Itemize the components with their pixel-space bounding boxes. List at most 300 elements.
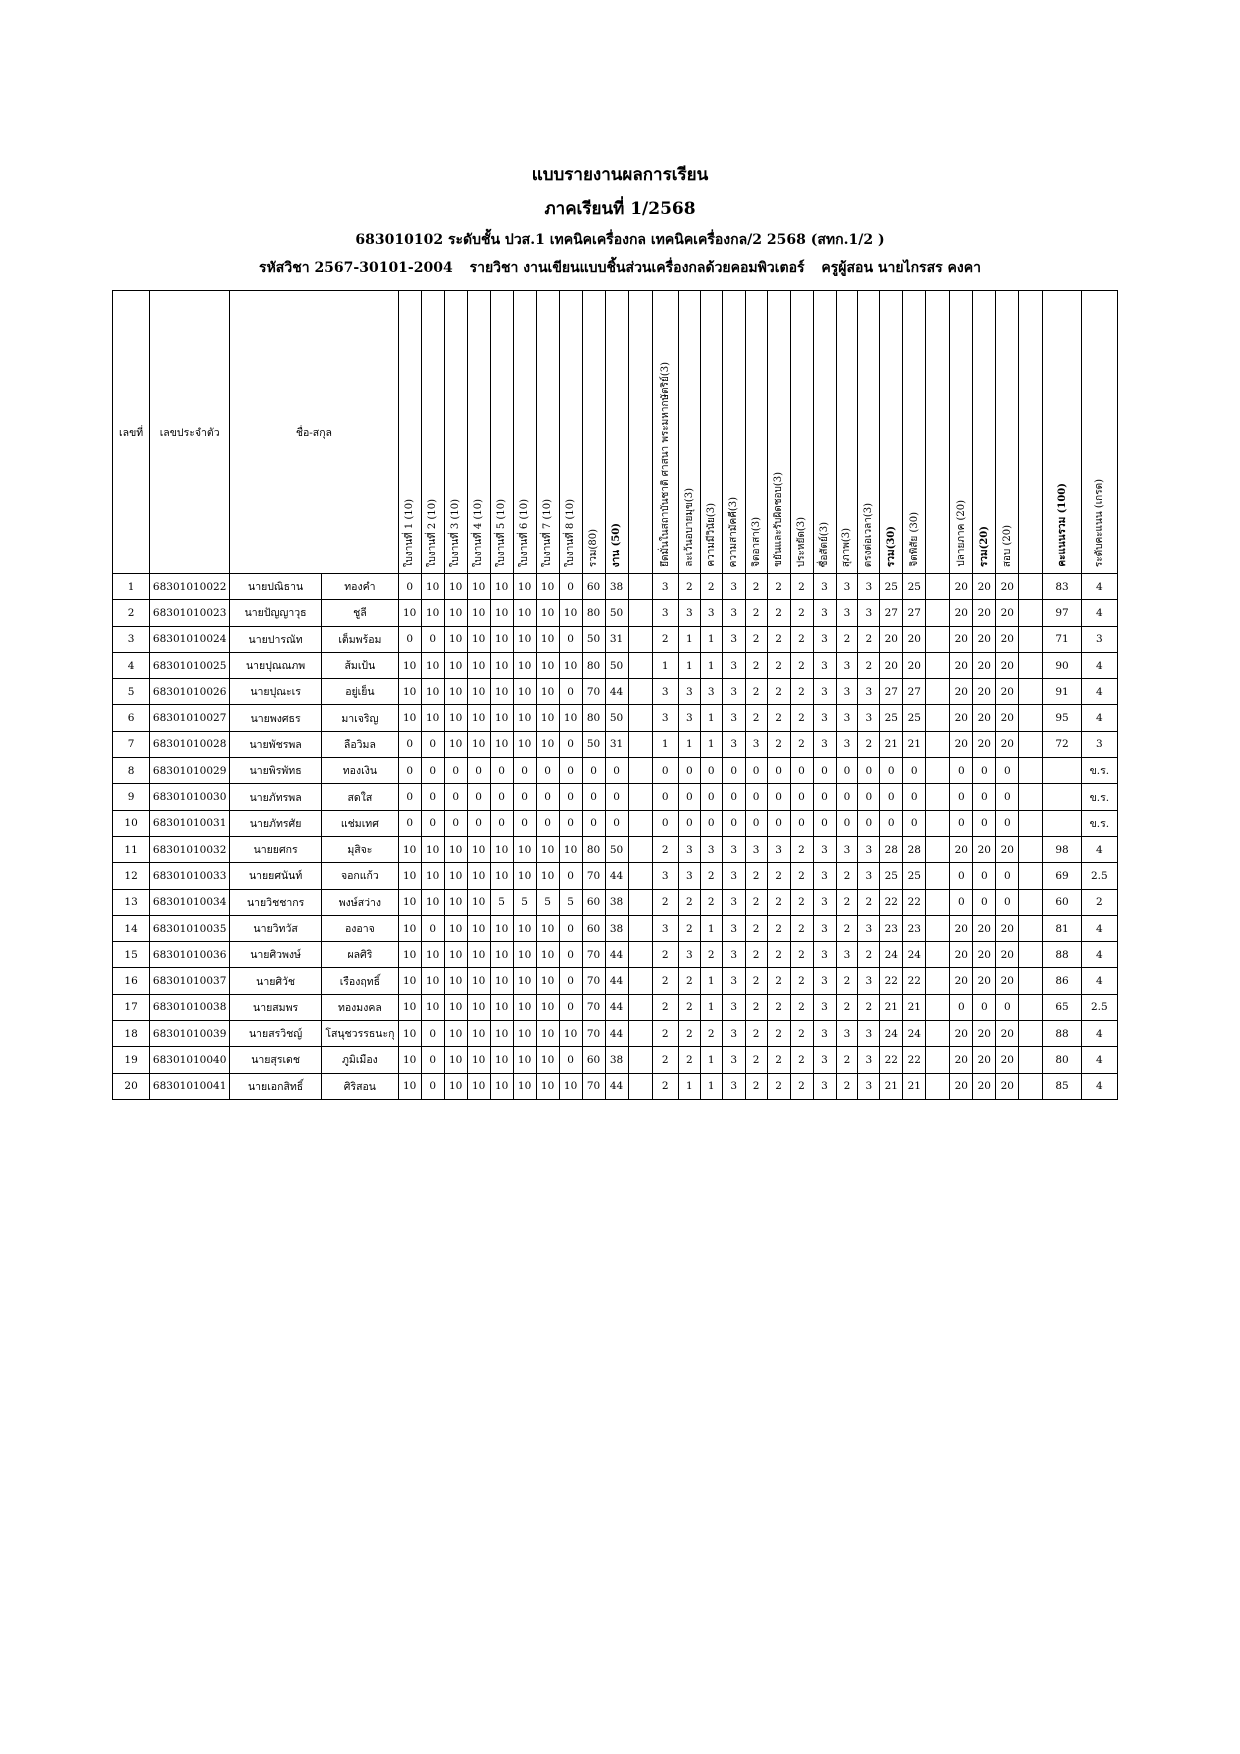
table-row	[113, 994, 1118, 1020]
score-cell: 10	[398, 1021, 421, 1047]
header-score-col-25	[950, 291, 973, 574]
score-cell: 20	[880, 626, 903, 652]
header-score-col-16	[745, 291, 767, 574]
score-cell: 2	[678, 968, 700, 994]
score-cell: 10	[467, 994, 490, 1020]
table-row	[113, 1021, 1118, 1047]
score-cell: 2	[858, 731, 880, 757]
score-cell: 0	[421, 1021, 444, 1047]
score-cell: 10	[559, 705, 582, 731]
score-cell: 0	[467, 784, 490, 810]
score-cell: 10	[559, 1073, 582, 1099]
score-cell	[1019, 968, 1043, 994]
score-cell: 10	[467, 679, 490, 705]
score-cell: 10	[421, 994, 444, 1020]
score-cell: 60	[582, 889, 605, 915]
score-cell: 0	[950, 784, 973, 810]
score-cell	[628, 784, 652, 810]
header-score-col-3	[444, 291, 467, 574]
score-cell: 10	[490, 915, 513, 941]
score-cell: 3	[722, 731, 745, 757]
student-id: 68301010023	[150, 600, 230, 626]
header-score-col-13	[678, 291, 700, 574]
score-cell: 0	[700, 758, 722, 784]
header-score-label: ใบงานที่ 8 (10)	[565, 498, 577, 567]
score-cell: 3	[678, 679, 700, 705]
score-cell: 27	[903, 679, 926, 705]
score-cell: 10	[513, 968, 536, 994]
score-cell: 10	[421, 863, 444, 889]
score-cell: 1	[678, 652, 700, 678]
header-score-label: ขยันและรับผิดชอบ(3)	[773, 472, 785, 567]
header-score-col-21	[858, 291, 880, 574]
score-cell: 10	[398, 1047, 421, 1073]
score-cell: 3	[722, 626, 745, 652]
score-cell: 98	[1043, 836, 1081, 862]
header-score-label: ระดับคะแนน (เกรด)	[1093, 478, 1105, 567]
score-cell: 0	[582, 784, 605, 810]
score-cell	[628, 1073, 652, 1099]
score-cell: 3	[722, 994, 745, 1020]
score-cell: 2	[652, 968, 678, 994]
score-cell: 10	[398, 836, 421, 862]
score-cell: 10	[444, 863, 467, 889]
report-title: แบบรายงานผลการเรียน	[531, 165, 709, 185]
header-student-id: เลขประจำตัว	[150, 291, 230, 574]
score-cell: 10	[490, 705, 513, 731]
score-cell: 10	[467, 1021, 490, 1047]
score-cell: 10	[421, 600, 444, 626]
score-cell: 0	[700, 784, 722, 810]
score-cell: 10	[444, 1021, 467, 1047]
student-last-name: องอาจ	[322, 915, 399, 941]
score-cell: 95	[1043, 705, 1081, 731]
score-cell: 2	[745, 889, 767, 915]
score-cell	[1019, 863, 1043, 889]
header-score-label: รวม(20)	[978, 526, 990, 567]
score-cell: 0	[700, 810, 722, 836]
score-cell: 0	[490, 758, 513, 784]
score-cell: 2	[700, 889, 722, 915]
score-cell: 50	[582, 731, 605, 757]
score-cell: 0	[490, 810, 513, 836]
score-cell: 0	[513, 758, 536, 784]
score-cell: 3	[722, 1073, 745, 1099]
score-cell: 10	[513, 574, 536, 600]
score-cell: 3	[722, 915, 745, 941]
student-last-name: เรืองฤทธิ์	[322, 968, 399, 994]
course-name: รายวิชา งานเขียนแบบชิ้นส่วนเครื่องกลด้วยคอมพิวเตอร์	[469, 260, 805, 276]
header-score-col-28	[1019, 291, 1043, 574]
score-cell: 1	[700, 731, 722, 757]
score-cell: 23	[903, 915, 926, 941]
score-cell	[926, 1047, 950, 1073]
student-id: 68301010028	[150, 731, 230, 757]
score-cell: 0	[605, 784, 628, 810]
score-cell: 10	[536, 968, 559, 994]
score-cell: 4	[1081, 1021, 1117, 1047]
score-cell: 10	[513, 994, 536, 1020]
score-cell: 2	[767, 1047, 790, 1073]
row-number: 16	[113, 968, 150, 994]
score-cell: 2	[678, 574, 700, 600]
score-cell: 10	[467, 889, 490, 915]
header-no: เลขที่	[113, 291, 150, 574]
score-cell: 3	[813, 652, 836, 678]
score-cell: 0	[950, 810, 973, 836]
score-cell: 4	[1081, 574, 1117, 600]
score-cell: 0	[903, 784, 926, 810]
score-cell	[926, 994, 950, 1020]
score-cell: 2	[767, 679, 790, 705]
score-cell: 10	[490, 652, 513, 678]
score-cell: 2	[790, 731, 813, 757]
table-row	[113, 810, 1118, 836]
score-cell: 2	[790, 574, 813, 600]
header-score-col-22	[880, 291, 903, 574]
row-number: 3	[113, 626, 150, 652]
score-cell: 3	[722, 889, 745, 915]
score-cell	[1019, 758, 1043, 784]
score-cell: 10	[444, 705, 467, 731]
student-last-name: แช่มเทศ	[322, 810, 399, 836]
table-row	[113, 731, 1118, 757]
score-cell: 2	[745, 1021, 767, 1047]
score-cell	[628, 810, 652, 836]
score-cell: 3	[813, 626, 836, 652]
score-cell: 10	[536, 574, 559, 600]
student-first-name: นายปารณัท	[230, 626, 322, 652]
score-cell: 20	[973, 652, 996, 678]
score-cell: 10	[444, 679, 467, 705]
score-cell: 10	[467, 1047, 490, 1073]
score-cell: 10	[490, 600, 513, 626]
score-cell: 10	[513, 679, 536, 705]
score-cell: 10	[536, 731, 559, 757]
score-cell: 44	[605, 968, 628, 994]
score-cell: 2	[745, 1047, 767, 1073]
student-last-name: ส้มเป้น	[322, 652, 399, 678]
score-cell: 2	[858, 652, 880, 678]
score-cell: 3	[678, 836, 700, 862]
student-last-name: มาเจริญ	[322, 705, 399, 731]
score-cell: 10	[513, 942, 536, 968]
score-cell: 3	[652, 600, 678, 626]
score-cell: 21	[880, 731, 903, 757]
header-score-label: ปลายภาค (20)	[955, 500, 967, 567]
table-row	[113, 968, 1118, 994]
score-cell: 20	[973, 968, 996, 994]
score-cell: 3	[836, 731, 858, 757]
score-cell: 10	[421, 942, 444, 968]
score-cell: 10	[536, 600, 559, 626]
score-cell: 1	[678, 1073, 700, 1099]
score-cell: 60	[582, 915, 605, 941]
student-last-name: อยู่เย็น	[322, 679, 399, 705]
score-cell: 10	[398, 1073, 421, 1099]
score-cell: 65	[1043, 994, 1081, 1020]
score-cell: 10	[467, 1073, 490, 1099]
student-id: 68301010035	[150, 915, 230, 941]
score-cell	[628, 915, 652, 941]
score-cell: 0	[813, 758, 836, 784]
score-cell: 2	[790, 1021, 813, 1047]
student-first-name: นายพัชรพล	[230, 731, 322, 757]
score-cell: 1	[700, 705, 722, 731]
score-cell: 27	[880, 600, 903, 626]
student-first-name: นายสมพร	[230, 994, 322, 1020]
score-cell: 0	[996, 863, 1019, 889]
score-cell	[926, 679, 950, 705]
score-cell: 3	[722, 836, 745, 862]
score-cell: 10	[467, 705, 490, 731]
score-cell: 2	[1081, 889, 1117, 915]
header-score-col-10	[605, 291, 628, 574]
score-cell: 10	[490, 994, 513, 1020]
header-score-label: รวม(30)	[885, 526, 897, 567]
score-cell: 5	[536, 889, 559, 915]
teacher-name: ครูผู้สอน นายไกรสร คงคา	[821, 260, 981, 276]
score-cell: 25	[903, 574, 926, 600]
score-cell: 20	[950, 574, 973, 600]
score-cell: 3	[813, 574, 836, 600]
score-cell: 25	[880, 705, 903, 731]
score-cell: 10	[444, 1047, 467, 1073]
score-cell: 20	[996, 574, 1019, 600]
score-cell: 0	[559, 784, 582, 810]
score-cell	[628, 968, 652, 994]
score-cell: 10	[536, 652, 559, 678]
score-cell: 20	[973, 942, 996, 968]
score-cell: 0	[536, 810, 559, 836]
score-cell: 3	[652, 705, 678, 731]
score-cell	[628, 863, 652, 889]
score-cell: 0	[722, 784, 745, 810]
student-last-name: สดใส	[322, 784, 399, 810]
score-cell	[926, 1021, 950, 1047]
header-score-col-14	[700, 291, 722, 574]
header-score-col-29	[1043, 291, 1081, 574]
score-cell: 20	[973, 679, 996, 705]
score-cell: 20	[996, 626, 1019, 652]
score-cell	[628, 942, 652, 968]
score-cell: 20	[996, 836, 1019, 862]
score-cell: 0	[398, 731, 421, 757]
score-cell	[1043, 810, 1081, 836]
student-last-name: ทองมงคล	[322, 994, 399, 1020]
score-cell: 88	[1043, 1021, 1081, 1047]
score-cell: 2	[836, 994, 858, 1020]
score-cell: 0	[996, 810, 1019, 836]
score-cell: 10	[444, 836, 467, 862]
score-cell: 5	[559, 889, 582, 915]
score-cell: 38	[605, 1047, 628, 1073]
score-cell: 10	[490, 679, 513, 705]
score-cell: 60	[582, 1047, 605, 1073]
score-cell: 3	[858, 863, 880, 889]
table-row	[113, 679, 1118, 705]
score-cell: 91	[1043, 679, 1081, 705]
score-cell: 0	[973, 863, 996, 889]
row-number: 17	[113, 994, 150, 1020]
score-cell: 2	[767, 863, 790, 889]
header-score-label: ใบงานที่ 3 (10)	[450, 498, 462, 567]
score-cell: 10	[398, 652, 421, 678]
score-cell: 70	[582, 942, 605, 968]
score-cell	[628, 1047, 652, 1073]
score-cell: 0	[973, 784, 996, 810]
student-id: 68301010032	[150, 836, 230, 862]
header-score-label: ใบงานที่ 6 (10)	[519, 498, 531, 567]
score-cell: 0	[950, 994, 973, 1020]
score-cell: 2	[836, 1047, 858, 1073]
student-id: 68301010040	[150, 1047, 230, 1073]
score-cell: 3	[813, 600, 836, 626]
score-cell: 3	[652, 679, 678, 705]
header-score-label: ใบงานที่ 1 (10)	[404, 498, 416, 567]
score-cell: 10	[421, 836, 444, 862]
row-number: 19	[113, 1047, 150, 1073]
score-cell: 10	[536, 679, 559, 705]
row-number: 9	[113, 784, 150, 810]
score-cell: 27	[903, 600, 926, 626]
score-cell: 2	[652, 889, 678, 915]
course-code: รหัสวิชา 2567-30101-2004	[259, 260, 453, 276]
score-cell: 1	[700, 994, 722, 1020]
score-cell: 20	[973, 1021, 996, 1047]
score-cell: 2	[790, 994, 813, 1020]
student-id: 68301010034	[150, 889, 230, 915]
score-cell: 21	[903, 731, 926, 757]
student-last-name: เต็มพร้อม	[322, 626, 399, 652]
score-cell: 2	[790, 1073, 813, 1099]
score-cell: 0	[421, 626, 444, 652]
score-cell: 71	[1043, 626, 1081, 652]
table-row	[113, 652, 1118, 678]
score-cell: 3	[813, 679, 836, 705]
score-cell: 0	[559, 968, 582, 994]
header-score-label: ตรงต่อเวลา(3)	[863, 502, 875, 567]
score-cell: 3	[722, 574, 745, 600]
score-cell: 10	[513, 731, 536, 757]
score-cell: 3	[722, 652, 745, 678]
score-cell: 3	[722, 863, 745, 889]
score-cell: 2	[790, 968, 813, 994]
score-cell: 31	[605, 626, 628, 652]
score-cell	[1019, 600, 1043, 626]
score-cell: 0	[559, 679, 582, 705]
student-id: 68301010029	[150, 758, 230, 784]
score-cell: 10	[467, 836, 490, 862]
score-cell: 10	[398, 915, 421, 941]
score-cell: 2	[652, 1021, 678, 1047]
header-score-col-18	[790, 291, 813, 574]
score-cell: 3	[813, 1021, 836, 1047]
student-id: 68301010024	[150, 626, 230, 652]
score-cell: 3	[813, 1073, 836, 1099]
score-cell	[1043, 784, 1081, 810]
score-cell: 50	[605, 705, 628, 731]
score-cell: ข.ร.	[1081, 784, 1117, 810]
student-id: 68301010026	[150, 679, 230, 705]
score-cell: 1	[678, 626, 700, 652]
grade-table	[112, 290, 1118, 1100]
score-cell: 0	[444, 810, 467, 836]
score-cell: 22	[903, 968, 926, 994]
score-cell: 70	[582, 968, 605, 994]
score-cell: 28	[880, 836, 903, 862]
student-first-name: นายภัทรพล	[230, 784, 322, 810]
score-cell: 0	[722, 810, 745, 836]
score-cell: 50	[605, 836, 628, 862]
score-cell: 3	[836, 679, 858, 705]
score-cell: 10	[513, 626, 536, 652]
student-first-name: นายภัทรศัย	[230, 810, 322, 836]
score-cell: 10	[490, 731, 513, 757]
score-cell: 0	[767, 784, 790, 810]
score-cell: 10	[513, 600, 536, 626]
student-id: 68301010041	[150, 1073, 230, 1099]
score-cell: 0	[880, 758, 903, 784]
score-cell: 2.5	[1081, 994, 1117, 1020]
score-cell: 10	[559, 652, 582, 678]
report-header	[0, 158, 1240, 282]
score-cell: 2	[767, 915, 790, 941]
score-cell	[926, 1073, 950, 1099]
score-cell: 10	[467, 574, 490, 600]
score-cell: 2	[745, 1073, 767, 1099]
header-score-label: ประหยัด(3)	[796, 516, 808, 567]
score-cell	[926, 836, 950, 862]
row-number: 15	[113, 942, 150, 968]
student-first-name: นายวิชชากร	[230, 889, 322, 915]
score-cell: 10	[559, 600, 582, 626]
score-cell: 3	[813, 1047, 836, 1073]
student-first-name: นายปุณะเร	[230, 679, 322, 705]
score-cell: 2	[745, 863, 767, 889]
score-cell: 25	[903, 863, 926, 889]
header-score-col-7	[536, 291, 559, 574]
score-cell: 2	[652, 836, 678, 862]
score-cell: 0	[421, 915, 444, 941]
score-cell: 10	[536, 863, 559, 889]
score-cell: 10	[513, 652, 536, 678]
score-cell: 2	[745, 705, 767, 731]
score-cell: 10	[490, 1073, 513, 1099]
score-cell: 50	[605, 600, 628, 626]
score-cell: 0	[444, 758, 467, 784]
score-cell: 27	[880, 679, 903, 705]
score-cell: 25	[903, 705, 926, 731]
table-body	[113, 574, 1118, 1100]
student-first-name: นายศิวัช	[230, 968, 322, 994]
score-cell: 10	[513, 705, 536, 731]
header-score-col-20	[836, 291, 858, 574]
score-cell: 0	[536, 758, 559, 784]
score-cell: 3	[813, 968, 836, 994]
score-cell: 3	[678, 705, 700, 731]
header-score-col-30	[1081, 291, 1117, 574]
score-cell: 2	[745, 915, 767, 941]
score-cell: 10	[536, 1047, 559, 1073]
score-cell	[1019, 705, 1043, 731]
student-id: 68301010039	[150, 1021, 230, 1047]
score-cell: 2	[678, 1047, 700, 1073]
score-cell: 20	[950, 942, 973, 968]
score-cell: 10	[421, 889, 444, 915]
score-cell: 44	[605, 863, 628, 889]
score-cell: 2	[700, 1021, 722, 1047]
